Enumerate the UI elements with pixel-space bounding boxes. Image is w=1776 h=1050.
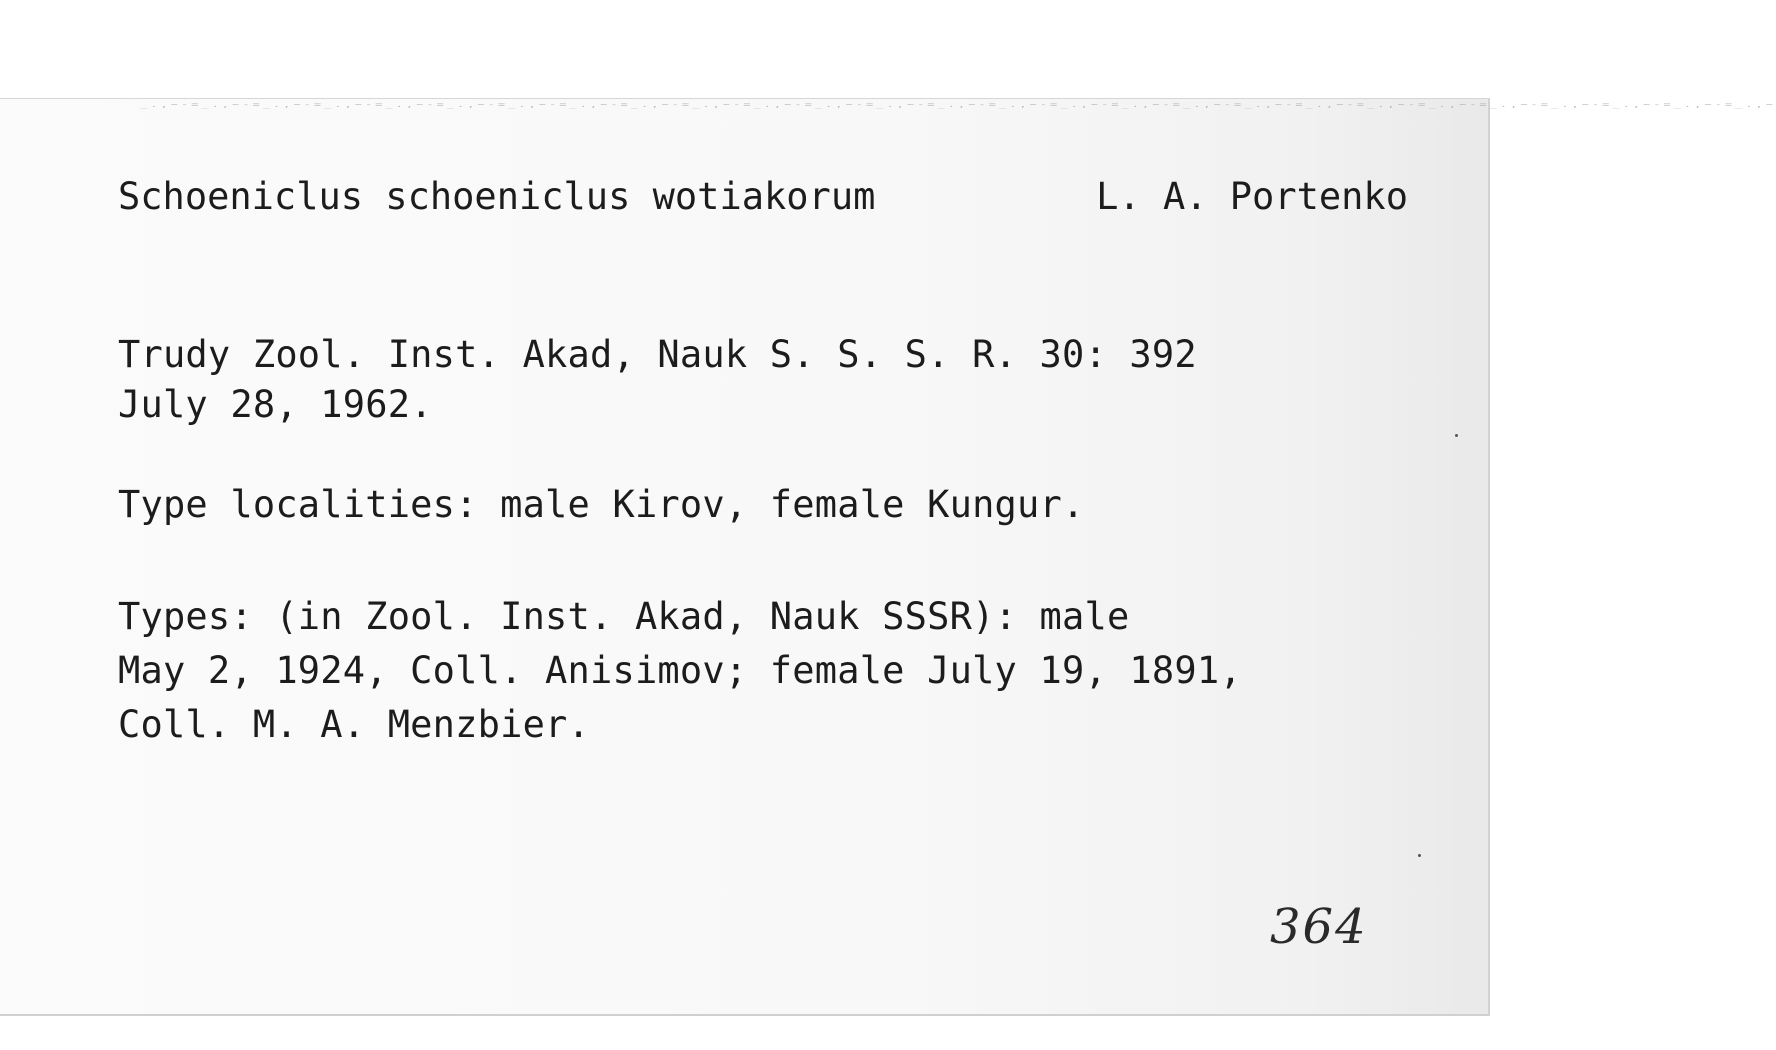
dust-speck [1455,434,1458,437]
index-card [0,98,1776,1016]
citation-line-2: July 28, 1962. [118,383,433,426]
species-name: Schoeniclus schoeniclus wotiakorum [118,175,876,218]
citation-line-1: Trudy Zool. Inst. Akad, Nauk S. S. S. R. 30: 392 [118,333,1197,376]
types-line-1: Types: (in Zool. Inst. Akad, Nauk SSSR): male [118,595,1130,638]
dust-speck [1418,854,1421,857]
card-number: 364 [1270,899,1368,955]
bleed-through-text: _.,~-=_.,~-=_.,~-=_.,~-=_.,~-=_.,~-=_.,~-=_.,~-=_.,~-=_.,~-=_.,~-=_.,~-=_.,~-=_.,~-=_.,~-=_.,~-=_.,~-=_.,~-=_.,~-=_.,~-=_.,~-=_.,~-=_.,~-=_.,~-=_.,~-=_.,~-=_.,~ [140,101,1776,109]
types-line-3: Coll. M. A. Menzbier. [118,703,590,746]
author-name: L. A. Portenko [1096,175,1408,218]
type-localities: Type localities: male Kirov, female Kungur. [118,483,1085,526]
types-line-2: May 2, 1924, Coll. Anisimov; female July 19, 1891, [118,649,1242,692]
